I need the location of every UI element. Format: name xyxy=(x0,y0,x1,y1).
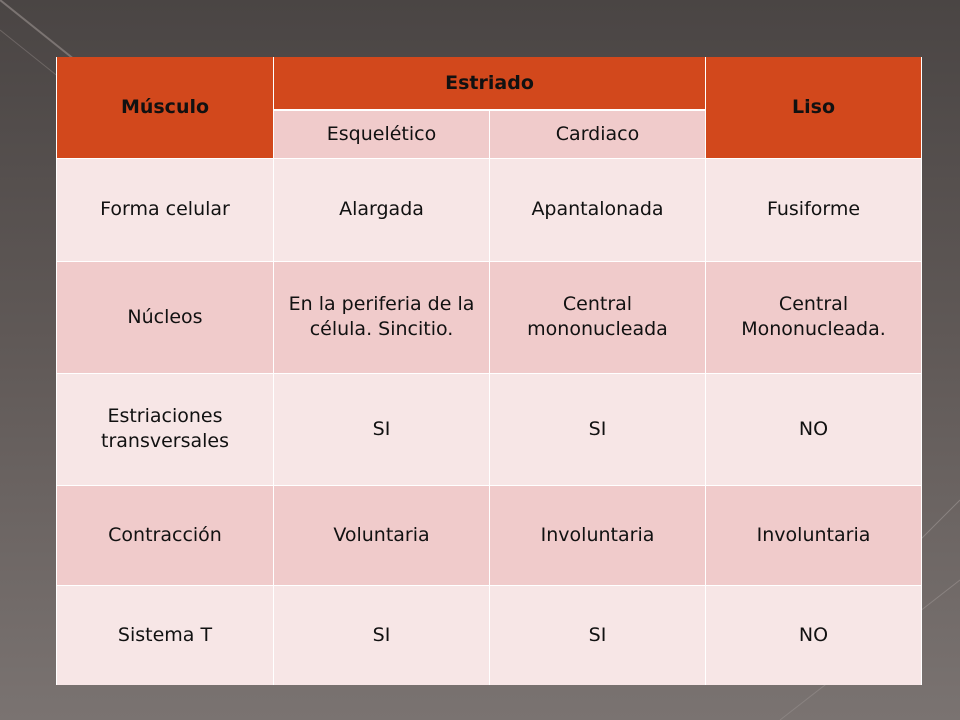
table-row xyxy=(57,485,922,585)
cell-liso: NO xyxy=(706,373,922,485)
cell-esqueletico: SI xyxy=(274,373,490,485)
table-row xyxy=(57,585,922,685)
cell-esqueletico: SI xyxy=(274,585,490,685)
row-label: Sistema T xyxy=(57,585,274,685)
row-label: Forma celular xyxy=(57,158,274,261)
cell-esqueletico: Alargada xyxy=(274,158,490,261)
row-label: Núcleos xyxy=(57,261,274,373)
cell-cardiaco: SI xyxy=(490,585,706,685)
table-row xyxy=(57,261,922,373)
cell-cardiaco: Central mononucleada xyxy=(490,261,706,373)
subheader-esqueletico: Esquelético xyxy=(274,110,490,158)
header-musculo: Músculo xyxy=(57,57,274,158)
cell-liso: Central Mononucleada. xyxy=(706,261,922,373)
cell-cardiaco: Apantalonada xyxy=(490,158,706,261)
row-label: Contracción xyxy=(57,485,274,585)
cell-liso: Fusiforme xyxy=(706,158,922,261)
cell-cardiaco: SI xyxy=(490,373,706,485)
cell-liso: NO xyxy=(706,585,922,685)
header-liso: Liso xyxy=(706,57,922,158)
subheader-cardiaco: Cardiaco xyxy=(490,110,706,158)
header-estriado: Estriado xyxy=(274,57,706,110)
cell-liso: Involuntaria xyxy=(706,485,922,585)
row-label: Estriaciones transversales xyxy=(57,373,274,485)
table-row xyxy=(57,158,922,261)
cell-esqueletico: En la periferia de la célula. Sincitio. xyxy=(274,261,490,373)
muscle-comparison-table xyxy=(56,57,922,685)
cell-esqueletico: Voluntaria xyxy=(274,485,490,585)
cell-cardiaco: Involuntaria xyxy=(490,485,706,585)
table-row xyxy=(57,373,922,485)
